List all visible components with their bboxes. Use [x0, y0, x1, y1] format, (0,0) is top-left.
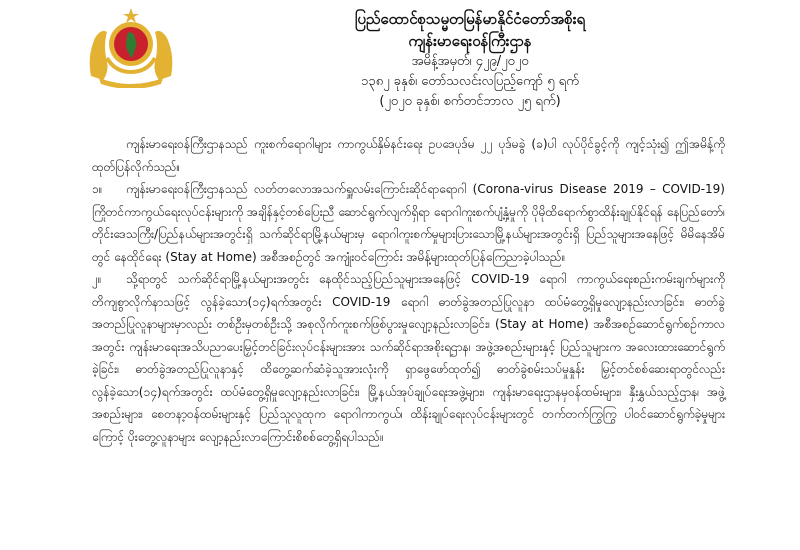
notice-header	[200, 8, 740, 112]
paragraph-text: သို့ရာတွင် သက်ဆိုင်ရာမြို့နယ်များအတွင်း နေထိုင်သည့်ပြည်သူများအနေဖြင့် COVID-19 ရောဂါ ကာကွယ်ရေးစည်းကမ်းချက်များကို တိကျစွာလိုက်နာသဖြင့် လွန်ခဲ့သော(၁၄)ရက်အတွင်း COVID-19 ရောဂါ ဓာတ်ခွဲအတည်ပြုလူနာ ထပ်မံတွေ့ရှိမှုလျော့နည်းလာခြင်း၊ ဓာတ်ခွဲအတည်ပြုလူနာများမှာလည်း တစ်ဦးမှတစ်ဦးသို့ အစုလိုက်ကူးစက်ဖြစ်ပွားမှုလျော့နည်းလာခြင်း၊ (Stay at Home) အစီအစဉ်ဆောင်ရွက်စဉ်ကာလအတွင်း ကျန်းမာရေးအသိပညာပေးမြှင့်တင်ခြင်းလုပ်ငန်းများအား သက်ဆိုင်ရာအစိုးရဌာန၊ အဖွဲ့အစည်းများနှင့် ပြည်သူများက အလေးထားဆောင်ရွက်ခဲ့ခြင်း၊ ဓာတ်ခွဲအတည်ပြုလူနာနှင့် ထိတွေ့ဆက်ဆံခဲ့သူအားလုံးကို ရှာဖွေဖော်ထုတ်၍ ဓာတ်ခွဲစမ်းသပ်မှုနှုန်း မြှင့်တင်စစ်ဆေးရာတွင်လည်း လွန်ခဲ့သော(၁၄)ရက်အတွင်း ထပ်မံတွေ့ရှိမှုလျော့နည်းလာခြင်း၊ မြို့နယ်အုပ်ချုပ်ရေးအဖွဲ့များ၊ ကျန်းမာရေးဌာနမှဝန်ထမ်းများ၊ နှီးနွှယ်သည့်ဌာန၊ အဖွဲ့အစည်းများ၊ စေတနာ့ဝန်ထမ်းများနှင့် ပြည်သူလူထုက ရောဂါကာကွယ်၊ ထိန်းချုပ်ရေးလုပ်ငန်းများတွင် တက်တက်ကြွကြွ ပါဝင်ဆောင်ရွက်ခဲ့မှုများကြောင့် ပိုးတွေ့လူနာများ လျော့နည်းလာကြောင်းစိစစ်တွေ့ရှိရပါသည်။	[92, 272, 725, 444]
gregorian-date: (၂၀၂၀ ခုနှစ်၊ စက်တင်ဘာလ ၂၅ ရက်)	[379, 94, 561, 109]
notice-number: အမိန့်အမှတ်၊ ၄၂၉/၂၀၂၀	[411, 54, 529, 69]
notice-body	[92, 133, 725, 448]
numbered-paragraph	[92, 268, 725, 448]
intro-paragraph: ကျန်းမာရေးဝန်ကြီးဌာနသည် ကူးစက်ရောဂါများ ကာကွယ်နှိမ်နင်းရေး ဥပဒေပုဒ်မ ၂၂ ပုဒ်မခွဲ (ခ)ပါ လုပ်ပိုင်ခွင့်ကို ကျင့်သုံး၍ ဤအမိန့်ကို ထုတ်ပြန်လိုက်သည်။	[92, 137, 725, 174]
government-name: ပြည်ထောင်စုသမ္မတမြန်မာနိုင်ငံတော်အစိုးရ	[354, 10, 586, 28]
paragraph-text: ကျန်းမာရေးဝန်ကြီးဌာနသည် လတ်တလောအသက်ရှူလမ်းကြောင်းဆိုင်ရာရောဂါ (Corona-virus Disease 2019 – COVID-19) ကြိုတင်ကာကွယ်ရေးလုပ်ငန်းများကို အချိန်နှင့်တစ်ပြေးညီ ဆောင်ရွက်လျက်ရှိရာ ရောဂါကူးစက်ပျံ့နှံ့မှုကို ပိုမိုထိရောက်စွာထိန်းချုပ်နိုင်ရန် နေပြည်တော်၊ တိုင်းဒေသကြီး/ပြည်နယ်များအတွင်းရှိ သက်ဆိုင်ရာမြို့နယ်များမှ ရောဂါကူးစက်မှုများပြားသောမြို့နယ်များအတွင်းရှိ ပြည်သူများအနေဖြင့် မိမိနေအိမ်တွင် နေထိုင်ရေး (Stay at Home) အစီအစဉ်တွင် အကျုံးဝင်ကြောင်း အမိန့်များထုတ်ပြန်ကြေညာခဲ့ပါသည်။	[92, 182, 725, 264]
ministry-name: ကျန်းမာရေးဝန်ကြီးဌာန	[408, 32, 532, 50]
myanmar-date: ၁၃၈၂ ခုနှစ်၊ တော်သလင်းလပြည့်ကျော် ၅ ရက်	[361, 74, 579, 89]
state-seal-emblem-icon	[85, 6, 177, 88]
paragraph-number: ၁။	[92, 182, 103, 196]
paragraph-number: ၂။	[92, 272, 102, 286]
numbered-paragraph	[92, 178, 725, 268]
